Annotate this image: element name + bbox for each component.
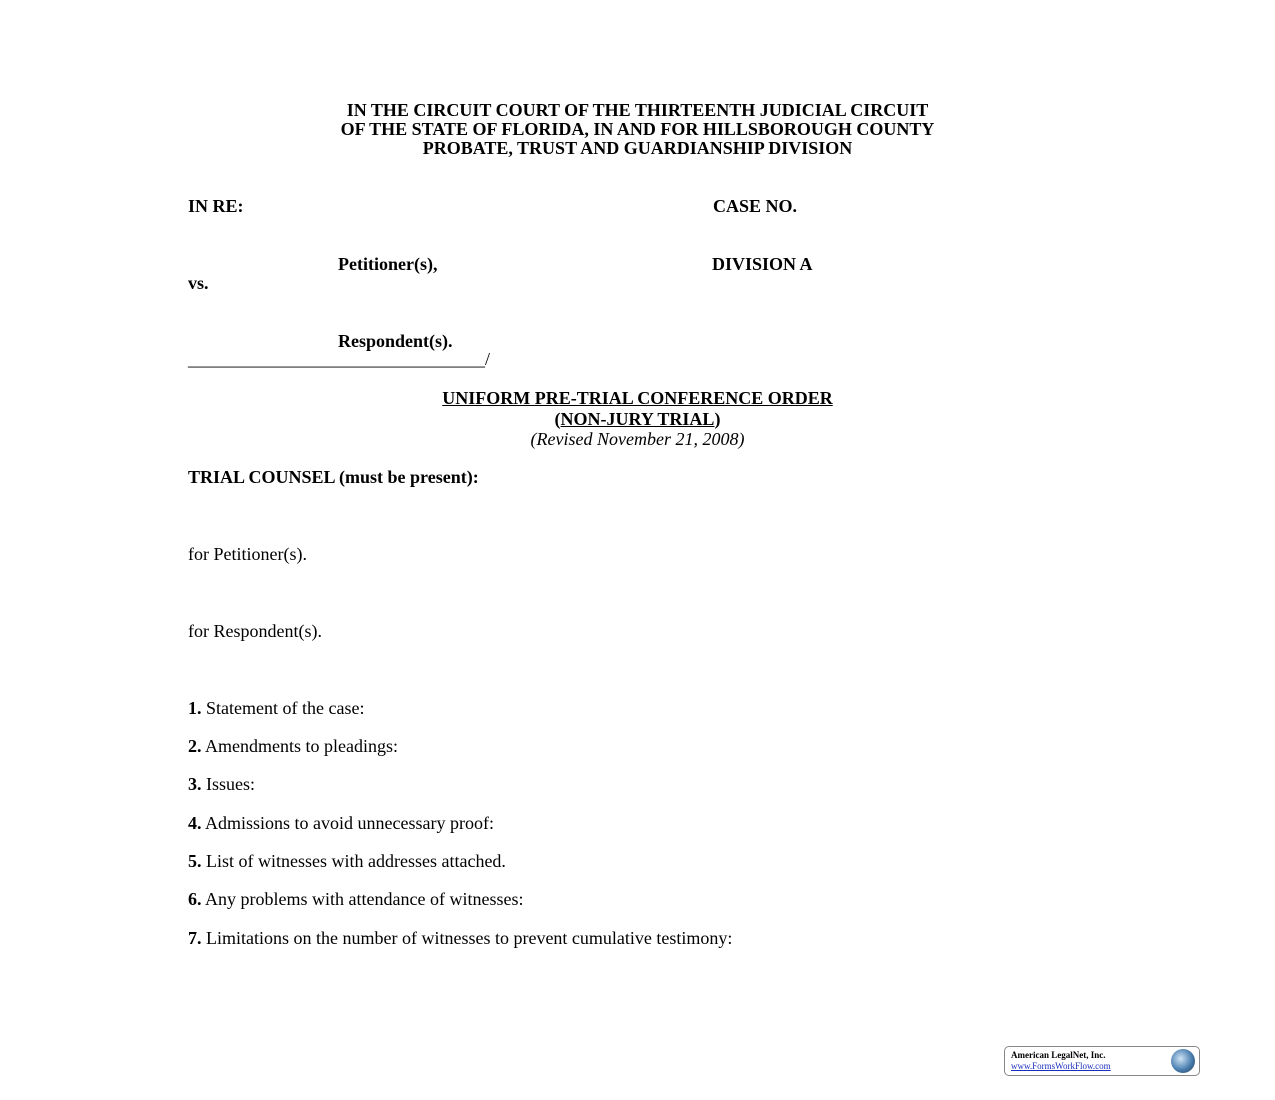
revised-date: (Revised November 21, 2008) (530, 429, 745, 449)
case-no-label: CASE NO. (713, 196, 798, 216)
company-url-link[interactable]: www.FormsWorkFlow.com (1011, 1061, 1111, 1071)
paren-open: ( (554, 409, 561, 429)
list-item: 6. Any problems with attendance of witnesses: (188, 889, 524, 909)
paren-close: ) (714, 409, 721, 429)
document-subtitle (0, 409, 1275, 429)
trial-counsel-heading: TRIAL COUNSEL (must be present): (188, 467, 479, 487)
list-item: 4. Admissions to avoid unnecessary proof: (188, 813, 494, 833)
company-name: American LegalNet, Inc. (1011, 1050, 1106, 1060)
list-item: 3. Issues: (188, 774, 255, 794)
court-header-line-1: IN THE CIRCUIT COURT OF THE THIRTEENTH JUDICIAL CIRCUIT (346, 100, 929, 120)
list-item: 5. List of witnesses with addresses attached. (188, 851, 506, 871)
document-title: UNIFORM PRE-TRIAL CONFERENCE ORDER (442, 388, 833, 408)
vs-label: vs. (188, 273, 209, 293)
respondent-label: Respondent(s). (338, 331, 453, 351)
counsel-for-petitioner: for Petitioner(s). (188, 544, 307, 564)
in-re-label: IN RE: (188, 196, 244, 216)
division-label: DIVISION A (712, 254, 813, 274)
list-item: 2. Amendments to pleadings: (188, 736, 398, 756)
court-header-line-3: PROBATE, TRUST AND GUARDIANSHIP DIVISION (422, 138, 853, 158)
subtitle-text: NON-JURY TRIAL (560, 409, 715, 429)
list-item: 1. Statement of the case: (188, 698, 365, 718)
list-item: 7. Limitations on the number of witnesses to prevent cumulative testimony: (188, 928, 733, 948)
court-header-line-2: OF THE STATE OF FLORIDA, IN AND FOR HILLSBOROUGH COUNTY (340, 119, 935, 139)
caption-signature-line: _________________________________/ (188, 349, 491, 369)
globe-icon (1171, 1049, 1195, 1073)
petitioner-label: Petitioner(s), (338, 254, 438, 274)
counsel-for-respondent: for Respondent(s). (188, 621, 322, 641)
american-legalnet-logo[interactable] (1004, 1046, 1200, 1076)
